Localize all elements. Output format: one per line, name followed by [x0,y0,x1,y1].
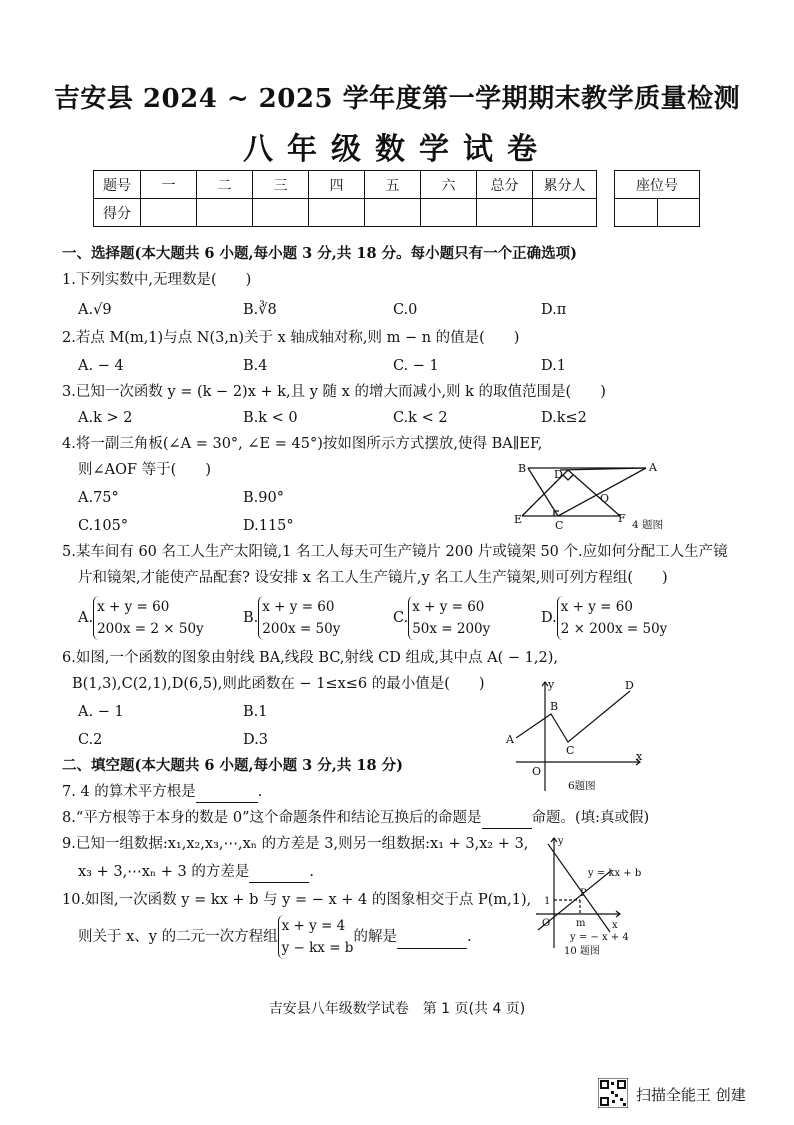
answer-blank[interactable] [397,926,467,949]
question-4-stem-2: 则∠AOF 等于( ) [78,462,211,478]
q4-option-c: C.105° [78,518,129,534]
seat-cell[interactable] [657,199,700,227]
question-10-end: 的解是 [353,929,397,945]
q5-option-a [78,596,204,640]
score-header-cell: 四 [309,171,365,199]
score-cell[interactable] [197,199,253,227]
equation: x + y = 60 [262,599,335,615]
label-b: B [550,700,559,713]
question-3-stem: 3.已知一次函数 y = (k − 2)x + k,且 y 随 x 的增大而减小,则 k 的取值范围是( ) [62,384,606,400]
label-o: O [600,492,610,505]
label-origin: O [532,765,542,778]
score-row-label: 得分 [94,199,141,227]
equation-system [258,596,340,640]
question-2-stem: 2.若点 M(m,1)与点 N(3,n)关于 x 轴成轴对称,则 m − n 的值是( ) [62,330,520,346]
question-6-stem: 6.如图,一个函数的图象由射线 BA,线段 BC,射线 CD 组成,其中点 A( − 1,2), [62,650,558,666]
score-cell[interactable] [477,199,533,227]
score-header-cell: 累分人 [533,171,597,199]
q1-option-c: C.0 [393,302,418,318]
question-10-line-2 [78,915,472,959]
option-label: C. [393,610,409,626]
score-header-cell: 三 [253,171,309,199]
label-d: D [625,679,634,692]
question-9-stem: 9.已知一组数据:x₁,x₂,x₃,⋯,xₙ 的方差是 3,则另一组数据:x₁ + 3,x₂ + 3, [62,836,529,852]
question-9-end: . [309,864,314,880]
seat-table [614,170,700,227]
exam-subtitle: 八年级数学试卷 [243,132,551,167]
score-table [93,170,597,227]
right-angle-mark [563,475,573,480]
option-label: B. [243,610,259,626]
option-label: A. [78,610,94,626]
question-10-end-2: . [466,929,472,945]
label-one: 1 [544,896,551,907]
label-a: A [649,461,657,474]
function-graph [516,691,630,742]
label-b: B [518,462,527,475]
line-df [568,470,620,516]
answer-blank[interactable] [196,782,258,803]
label-x: x [636,750,643,763]
question-5-stem-2: 片和镜架,才能使产品配套? 设安排 x 名工人生产镜片,y 名工人生产镜架,则可列方程组( ) [78,570,668,586]
question-8-stem: 8.“平方根等于本身的数是 0”这个命题条件和结论互换后的命题是 [62,810,482,826]
score-cell[interactable] [421,199,477,227]
equation: y − kx = b [281,940,354,956]
equation-system [93,596,204,640]
q4-figure [508,458,688,536]
q6-option-b: B.1 [243,704,268,720]
q4-option-b: B.90° [243,490,284,506]
question-10-stem: 10.如图,一次函数 y = kx + b 与 y = − x + 4 的图象相交于点 P(m,1), [62,892,532,908]
q10-figure [530,832,660,962]
q3-option-b: B.k < 0 [243,410,298,426]
q5-option-d [541,596,667,640]
label-line-1: y = kx + b [588,868,642,879]
question-7 [62,782,262,803]
q5-option-c [393,596,490,640]
label-origin: O [542,918,551,929]
equation: x + y = 4 [281,918,346,934]
section-2-heading: 二、填空题(本大题共 6 小题,每小题 3 分,共 18 分) [62,757,403,774]
q1-option-d: D.π [541,302,567,318]
label-f: F [618,512,626,525]
qr-code-icon [598,1078,628,1108]
equation: x + y = 60 [412,599,485,615]
q2-option-b: B.4 [243,358,268,374]
label-a: A [506,733,514,746]
q4-option-d: D.115° [243,518,294,534]
q1-option-a: A.√9 [78,302,112,318]
score-header-cell: 二 [197,171,253,199]
q6-option-d: D.3 [243,732,268,748]
question-7-stem: 7. 4 的算术平方根是 [62,784,196,800]
label-e: E [514,513,523,526]
q6-option-a: A. − 1 [78,704,124,720]
equation: x + y = 60 [97,599,170,615]
q1-option-b: B.∛8 [243,302,277,318]
section-1-heading: 一、选择题(本大题共 6 小题,每小题 3 分,共 18 分。每小题只有一个正确选项) [62,245,577,262]
score-cell[interactable] [365,199,421,227]
question-9-stem-2: x₃ + 3,⋯xₙ + 3 的方差是 [78,864,250,880]
question-9-line-2 [78,862,314,883]
label-m: m [576,918,586,929]
q3-option-d: D.k≤2 [541,410,587,426]
question-5-stem: 5.某车间有 60 名工人生产太阳镜,1 名工人每天可生产镜片 200 片或镜架 50 个.应如何分配工人生产镜 [62,544,728,560]
question-8-end: 命题。(填:真或假) [531,810,650,826]
label-p: P [580,888,587,899]
exam-title: 吉安县 2024 ~ 2025 学年度第一学期期末教学质量检测 [53,84,741,114]
option-label: D. [541,610,557,626]
score-header-cell: 题号 [94,171,141,199]
equation: x + y = 60 [560,599,633,615]
label-x: x [612,920,618,931]
q3-option-c: C.k < 2 [393,410,448,426]
scanner-watermark: 扫描全能王 创建 [636,1086,746,1104]
question-4-stem: 4.将一副三角板(∠A = 30°, ∠E = 45°)按如图所示方式摆放,使得 BA∥EF, [62,436,543,452]
q2-option-d: D.1 [541,358,566,374]
label-c: C [555,519,564,532]
figure-caption: 4 题图 [632,519,664,531]
score-header-cell: 总分 [477,171,533,199]
q4-option-a: A.75° [78,490,119,506]
equation: 200x = 50y [262,621,341,637]
equation: 2 × 200x = 50y [560,621,668,637]
label-d: D [554,468,563,481]
question-6-stem-2: B(1,3),C(2,1),D(6,5),则此函数在 − 1≤x≤6 的最小值是( ) [72,676,485,692]
seat-cell[interactable] [615,199,658,227]
q3-option-a: A.k > 2 [78,410,133,426]
score-cell[interactable] [253,199,309,227]
answer-blank[interactable] [249,862,309,883]
page-footer: 吉安县八年级数学试卷 第 1 页(共 4 页) [268,1001,526,1017]
question-8 [62,808,649,829]
score-header-cell: 六 [421,171,477,199]
q2-option-a: A. − 4 [78,358,124,374]
q6-option-c: C.2 [78,732,103,748]
figure-caption: 6题图 [568,780,596,792]
q2-option-c: C. − 1 [393,358,439,374]
label-y: y [558,836,564,847]
equation: 50x = 200y [412,621,491,637]
score-header-cell: 一 [141,171,197,199]
score-cell[interactable] [141,199,197,227]
equation-system [557,596,668,640]
q5-option-b [243,596,340,640]
label-y: y [548,678,555,691]
equation-system [278,915,354,959]
question-7-end: . [257,784,263,800]
label-line-2: y = − x + 4 [570,932,629,943]
label-c: C [566,744,575,757]
question-1-stem: 1.下列实数中,无理数是( ) [62,272,252,288]
q6-figure [500,676,650,796]
answer-blank[interactable] [482,808,532,829]
equation: 200x = 2 × 50y [97,621,204,637]
question-10-stem-2: 则关于 x、y 的二元一次方程组 [78,929,278,945]
equation-system [408,596,490,640]
score-cell[interactable] [533,199,597,227]
figure-caption: 10 题图 [564,946,600,957]
score-cell[interactable] [309,199,365,227]
seat-label: 座位号 [615,171,700,199]
score-header-cell: 五 [365,171,421,199]
